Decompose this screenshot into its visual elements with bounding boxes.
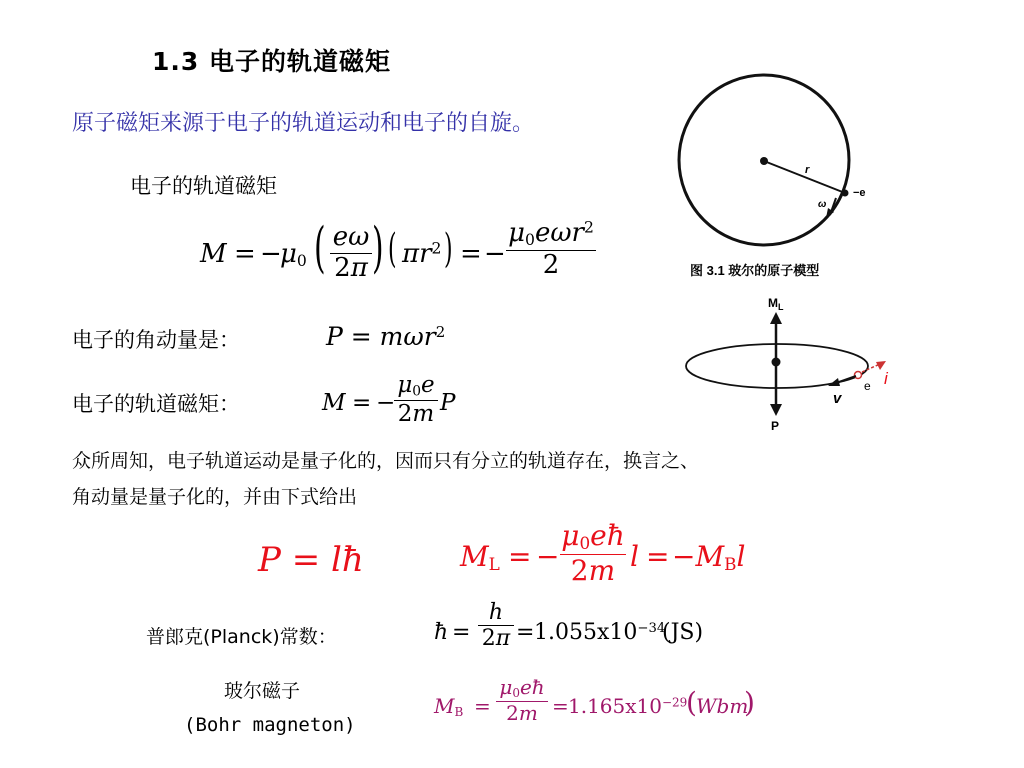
e-label: e bbox=[864, 379, 871, 393]
section-label: 电子的轨道磁矩 bbox=[130, 174, 277, 198]
formula-quantized-momentum: P = lħ bbox=[258, 540, 364, 580]
bohr-label-cn: 玻尔磁子 bbox=[224, 680, 301, 702]
formula-angular-momentum: P = mωr$^2$ bbox=[326, 322, 446, 351]
formula-moment-vs-p: M = − $\mu_0e$ 2m P bbox=[322, 372, 456, 428]
p-arrowhead bbox=[770, 404, 782, 416]
paragraph-line-1: 众所周知，电子轨道运动是量子化的，因而只有分立的轨道存在，换言之、 bbox=[72, 450, 700, 472]
omega-label: ω bbox=[818, 199, 827, 210]
bohr-label-en: (Bohr magneton) bbox=[184, 714, 356, 736]
orbital-moment-label: 电子的轨道磁矩： bbox=[72, 392, 240, 416]
formula-planck: ħ = h 2π = $1.055x10^{-34}$ (JS) bbox=[434, 600, 704, 652]
formula-bohr-magneton: $M_B$ = $\mu_0eħ$ 2m = $1.165x10^{-29}$ ( Wbm ) bbox=[434, 675, 755, 725]
planck-unit: (JS) bbox=[662, 620, 704, 645]
electron-marker bbox=[855, 372, 862, 379]
paragraph-line-2: 角动量是量子化的，并由下式给出 bbox=[72, 486, 358, 508]
planck-exponent: −34 bbox=[637, 620, 666, 636]
current-arrow bbox=[862, 364, 880, 372]
center-dot bbox=[772, 358, 781, 367]
orbital-vector-figure bbox=[670, 292, 910, 442]
figure-caption: 图 3.1 玻尔的原子模型 bbox=[690, 263, 820, 278]
formula-quantized-moment: $M_L$ = − $\mu_0eħ$ 2m l = $-M_Bl$ bbox=[460, 519, 746, 587]
bohr-unit: Wbm bbox=[696, 694, 749, 718]
bohr-exponent: −29 bbox=[661, 695, 688, 710]
v-label: v bbox=[833, 390, 842, 407]
velocity-arrow bbox=[836, 376, 856, 383]
planck-value: 1.055x10 bbox=[534, 620, 638, 645]
electron-label: −e bbox=[853, 187, 866, 199]
angular-momentum-label: 电子的角动量是： bbox=[72, 328, 240, 352]
radius-label: r bbox=[805, 164, 810, 176]
ml-label: $M_L$ bbox=[768, 296, 784, 312]
page-title: 1.3 电子的轨道磁矩 bbox=[152, 47, 391, 76]
p-label: P bbox=[771, 419, 780, 433]
bohr-atom-figure bbox=[660, 70, 900, 290]
ml-arrowhead bbox=[770, 312, 782, 324]
bohr-value: 1.165x10 bbox=[568, 694, 662, 718]
i-label: i bbox=[884, 369, 888, 388]
electron-dot bbox=[842, 190, 849, 197]
velocity-arrowhead bbox=[828, 378, 840, 386]
subtitle: 原子磁矩来源于电子的轨道运动和电子的自旋。 bbox=[72, 111, 535, 136]
formula-orbital-moment: M = − $\mu_0$ ( eω 2π ) ( $\pi r^2$ ) = − $\mu_0e\omega r^2$ 2 bbox=[200, 215, 620, 295]
planck-label: 普郎克(Planck)常数： bbox=[146, 626, 337, 648]
